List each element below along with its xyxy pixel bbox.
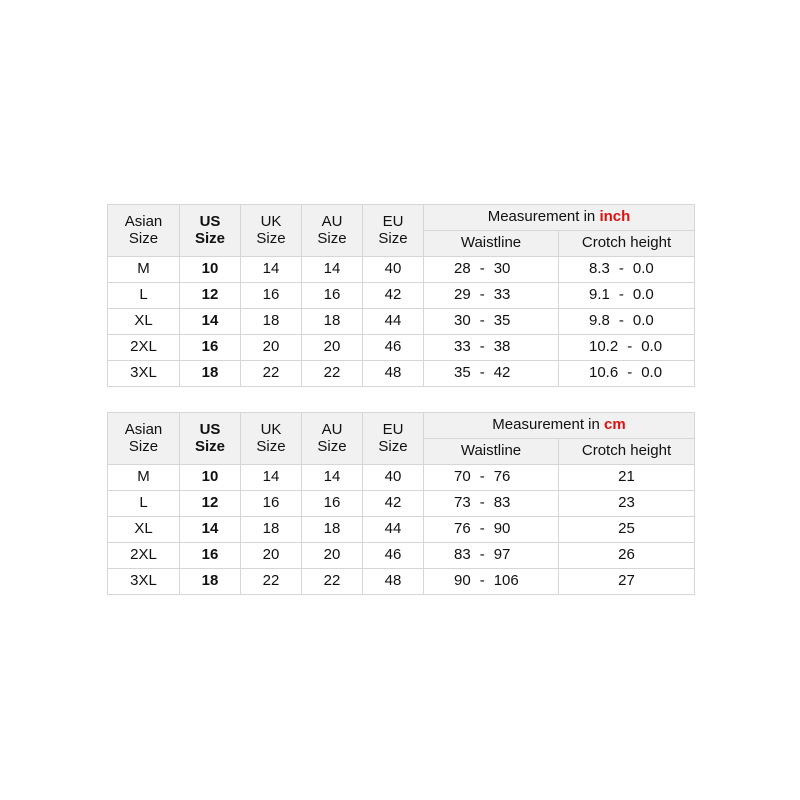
asian-size-cell: 3XL (108, 361, 180, 387)
header-au-size: AU Size (302, 205, 363, 257)
table-row (108, 283, 695, 309)
au-size-cell: 16 (302, 491, 363, 517)
asian-size-cell: 2XL (108, 335, 180, 361)
eu-size-cell: 46 (363, 335, 424, 361)
range-max: 0.0 (641, 364, 663, 382)
waistline-cell (424, 543, 559, 569)
us-size-cell: 18 (180, 569, 241, 595)
uk-size-cell: 20 (241, 335, 302, 361)
asian-size-cell: XL (108, 309, 180, 335)
range-max: 35 (493, 312, 511, 330)
crotch-height-cell (559, 361, 695, 387)
us-size-cell: 10 (180, 257, 241, 283)
range-separator: - (618, 286, 624, 304)
us-size-cell: 16 (180, 335, 241, 361)
uk-size-cell: 18 (241, 517, 302, 543)
crotch-height-cell (559, 309, 695, 335)
waistline-cell (424, 257, 559, 283)
range-min: 76 (454, 520, 471, 538)
range-min: 29 (454, 286, 471, 304)
header-measurement-inch: Measurement in inch (424, 205, 695, 231)
header-crotch-height: Crotch height (559, 439, 695, 465)
crotch-height-cell: 26 (559, 543, 695, 569)
range-max: 30 (493, 260, 511, 278)
range-separator: - (627, 364, 633, 382)
range-max: 33 (493, 286, 511, 304)
asian-size-cell: L (108, 491, 180, 517)
waistline-cell (424, 335, 559, 361)
table-row (108, 517, 695, 543)
table-row (108, 335, 695, 361)
size-chart-inch (107, 204, 695, 387)
range-max: 76 (493, 468, 511, 486)
range-max: 0.0 (632, 312, 654, 330)
range-min: 9.8 (589, 312, 610, 330)
waistline-cell (424, 309, 559, 335)
au-size-cell: 20 (302, 543, 363, 569)
range-min: 70 (454, 468, 471, 486)
us-size-cell: 16 (180, 543, 241, 569)
au-size-cell: 18 (302, 309, 363, 335)
uk-size-cell: 16 (241, 283, 302, 309)
range-max: 106 (493, 572, 519, 590)
range-separator: - (618, 312, 624, 330)
range-separator: - (479, 312, 485, 330)
range-separator: - (627, 338, 633, 356)
crotch-height-cell: 23 (559, 491, 695, 517)
header-uk-size: UK Size (241, 413, 302, 465)
us-size-cell: 12 (180, 283, 241, 309)
asian-size-cell: XL (108, 517, 180, 543)
header-us-size: US Size (180, 413, 241, 465)
header-measurement-cm: Measurement in cm (424, 413, 695, 439)
header-asian-size: Asian Size (108, 413, 180, 465)
crotch-height-cell: 27 (559, 569, 695, 595)
range-separator: - (479, 494, 485, 512)
au-size-cell: 14 (302, 465, 363, 491)
range-separator: - (479, 364, 485, 382)
range-separator: - (479, 286, 485, 304)
au-size-cell: 14 (302, 257, 363, 283)
range-max: 90 (493, 520, 511, 538)
us-size-cell: 18 (180, 361, 241, 387)
eu-size-cell: 48 (363, 569, 424, 595)
au-size-cell: 18 (302, 517, 363, 543)
crotch-height-cell: 21 (559, 465, 695, 491)
range-max: 0.0 (641, 338, 663, 356)
range-min: 83 (454, 546, 471, 564)
eu-size-cell: 44 (363, 309, 424, 335)
au-size-cell: 22 (302, 569, 363, 595)
table-row (108, 569, 695, 595)
header-us-size: US Size (180, 205, 241, 257)
waistline-cell (424, 283, 559, 309)
unit-label: inch (599, 208, 631, 226)
range-min: 9.1 (589, 286, 610, 304)
header-au-size: AU Size (302, 413, 363, 465)
range-min: 73 (454, 494, 471, 512)
eu-size-cell: 42 (363, 283, 424, 309)
range-min: 10.6 (589, 364, 619, 382)
size-chart-cm (107, 412, 695, 595)
range-separator: - (479, 520, 485, 538)
header-waistline: Waistline (424, 439, 559, 465)
range-separator: - (479, 468, 485, 486)
range-min: 10.2 (589, 338, 619, 356)
crotch-height-cell (559, 335, 695, 361)
waistline-cell (424, 491, 559, 517)
eu-size-cell: 40 (363, 465, 424, 491)
uk-size-cell: 16 (241, 491, 302, 517)
range-max: 42 (493, 364, 511, 382)
table-row (108, 361, 695, 387)
asian-size-cell: M (108, 257, 180, 283)
au-size-cell: 22 (302, 361, 363, 387)
header-eu-size: EU Size (363, 205, 424, 257)
au-size-cell: 20 (302, 335, 363, 361)
us-size-cell: 12 (180, 491, 241, 517)
asian-size-cell: 2XL (108, 543, 180, 569)
range-separator: - (479, 546, 485, 564)
uk-size-cell: 14 (241, 465, 302, 491)
header-waistline: Waistline (424, 231, 559, 257)
eu-size-cell: 40 (363, 257, 424, 283)
range-max: 0.0 (632, 286, 654, 304)
crotch-height-cell (559, 257, 695, 283)
uk-size-cell: 14 (241, 257, 302, 283)
us-size-cell: 10 (180, 465, 241, 491)
range-separator: - (479, 260, 485, 278)
range-min: 90 (454, 572, 471, 590)
range-max: 0.0 (632, 260, 654, 278)
uk-size-cell: 22 (241, 569, 302, 595)
au-size-cell: 16 (302, 283, 363, 309)
table-row (108, 309, 695, 335)
waistline-cell (424, 569, 559, 595)
unit-label: cm (604, 416, 626, 434)
range-max: 83 (493, 494, 511, 512)
header-crotch-height: Crotch height (559, 231, 695, 257)
eu-size-cell: 44 (363, 517, 424, 543)
header-uk-size: UK Size (241, 205, 302, 257)
uk-size-cell: 22 (241, 361, 302, 387)
range-max: 38 (493, 338, 511, 356)
range-min: 35 (454, 364, 471, 382)
header-asian-size: Asian Size (108, 205, 180, 257)
header-eu-size: EU Size (363, 413, 424, 465)
waistline-cell (424, 517, 559, 543)
eu-size-cell: 46 (363, 543, 424, 569)
table-row (108, 257, 695, 283)
crotch-height-cell (559, 283, 695, 309)
asian-size-cell: M (108, 465, 180, 491)
table-row (108, 491, 695, 517)
range-separator: - (479, 338, 485, 356)
table-row (108, 465, 695, 491)
waistline-cell (424, 465, 559, 491)
range-min: 33 (454, 338, 471, 356)
waistline-cell (424, 361, 559, 387)
asian-size-cell: 3XL (108, 569, 180, 595)
table-row (108, 543, 695, 569)
range-separator: - (479, 572, 485, 590)
range-min: 8.3 (589, 260, 610, 278)
range-max: 97 (493, 546, 511, 564)
asian-size-cell: L (108, 283, 180, 309)
us-size-cell: 14 (180, 309, 241, 335)
range-separator: - (618, 260, 624, 278)
eu-size-cell: 42 (363, 491, 424, 517)
range-min: 30 (454, 312, 471, 330)
uk-size-cell: 18 (241, 309, 302, 335)
uk-size-cell: 20 (241, 543, 302, 569)
us-size-cell: 14 (180, 517, 241, 543)
range-min: 28 (454, 260, 471, 278)
crotch-height-cell: 25 (559, 517, 695, 543)
eu-size-cell: 48 (363, 361, 424, 387)
